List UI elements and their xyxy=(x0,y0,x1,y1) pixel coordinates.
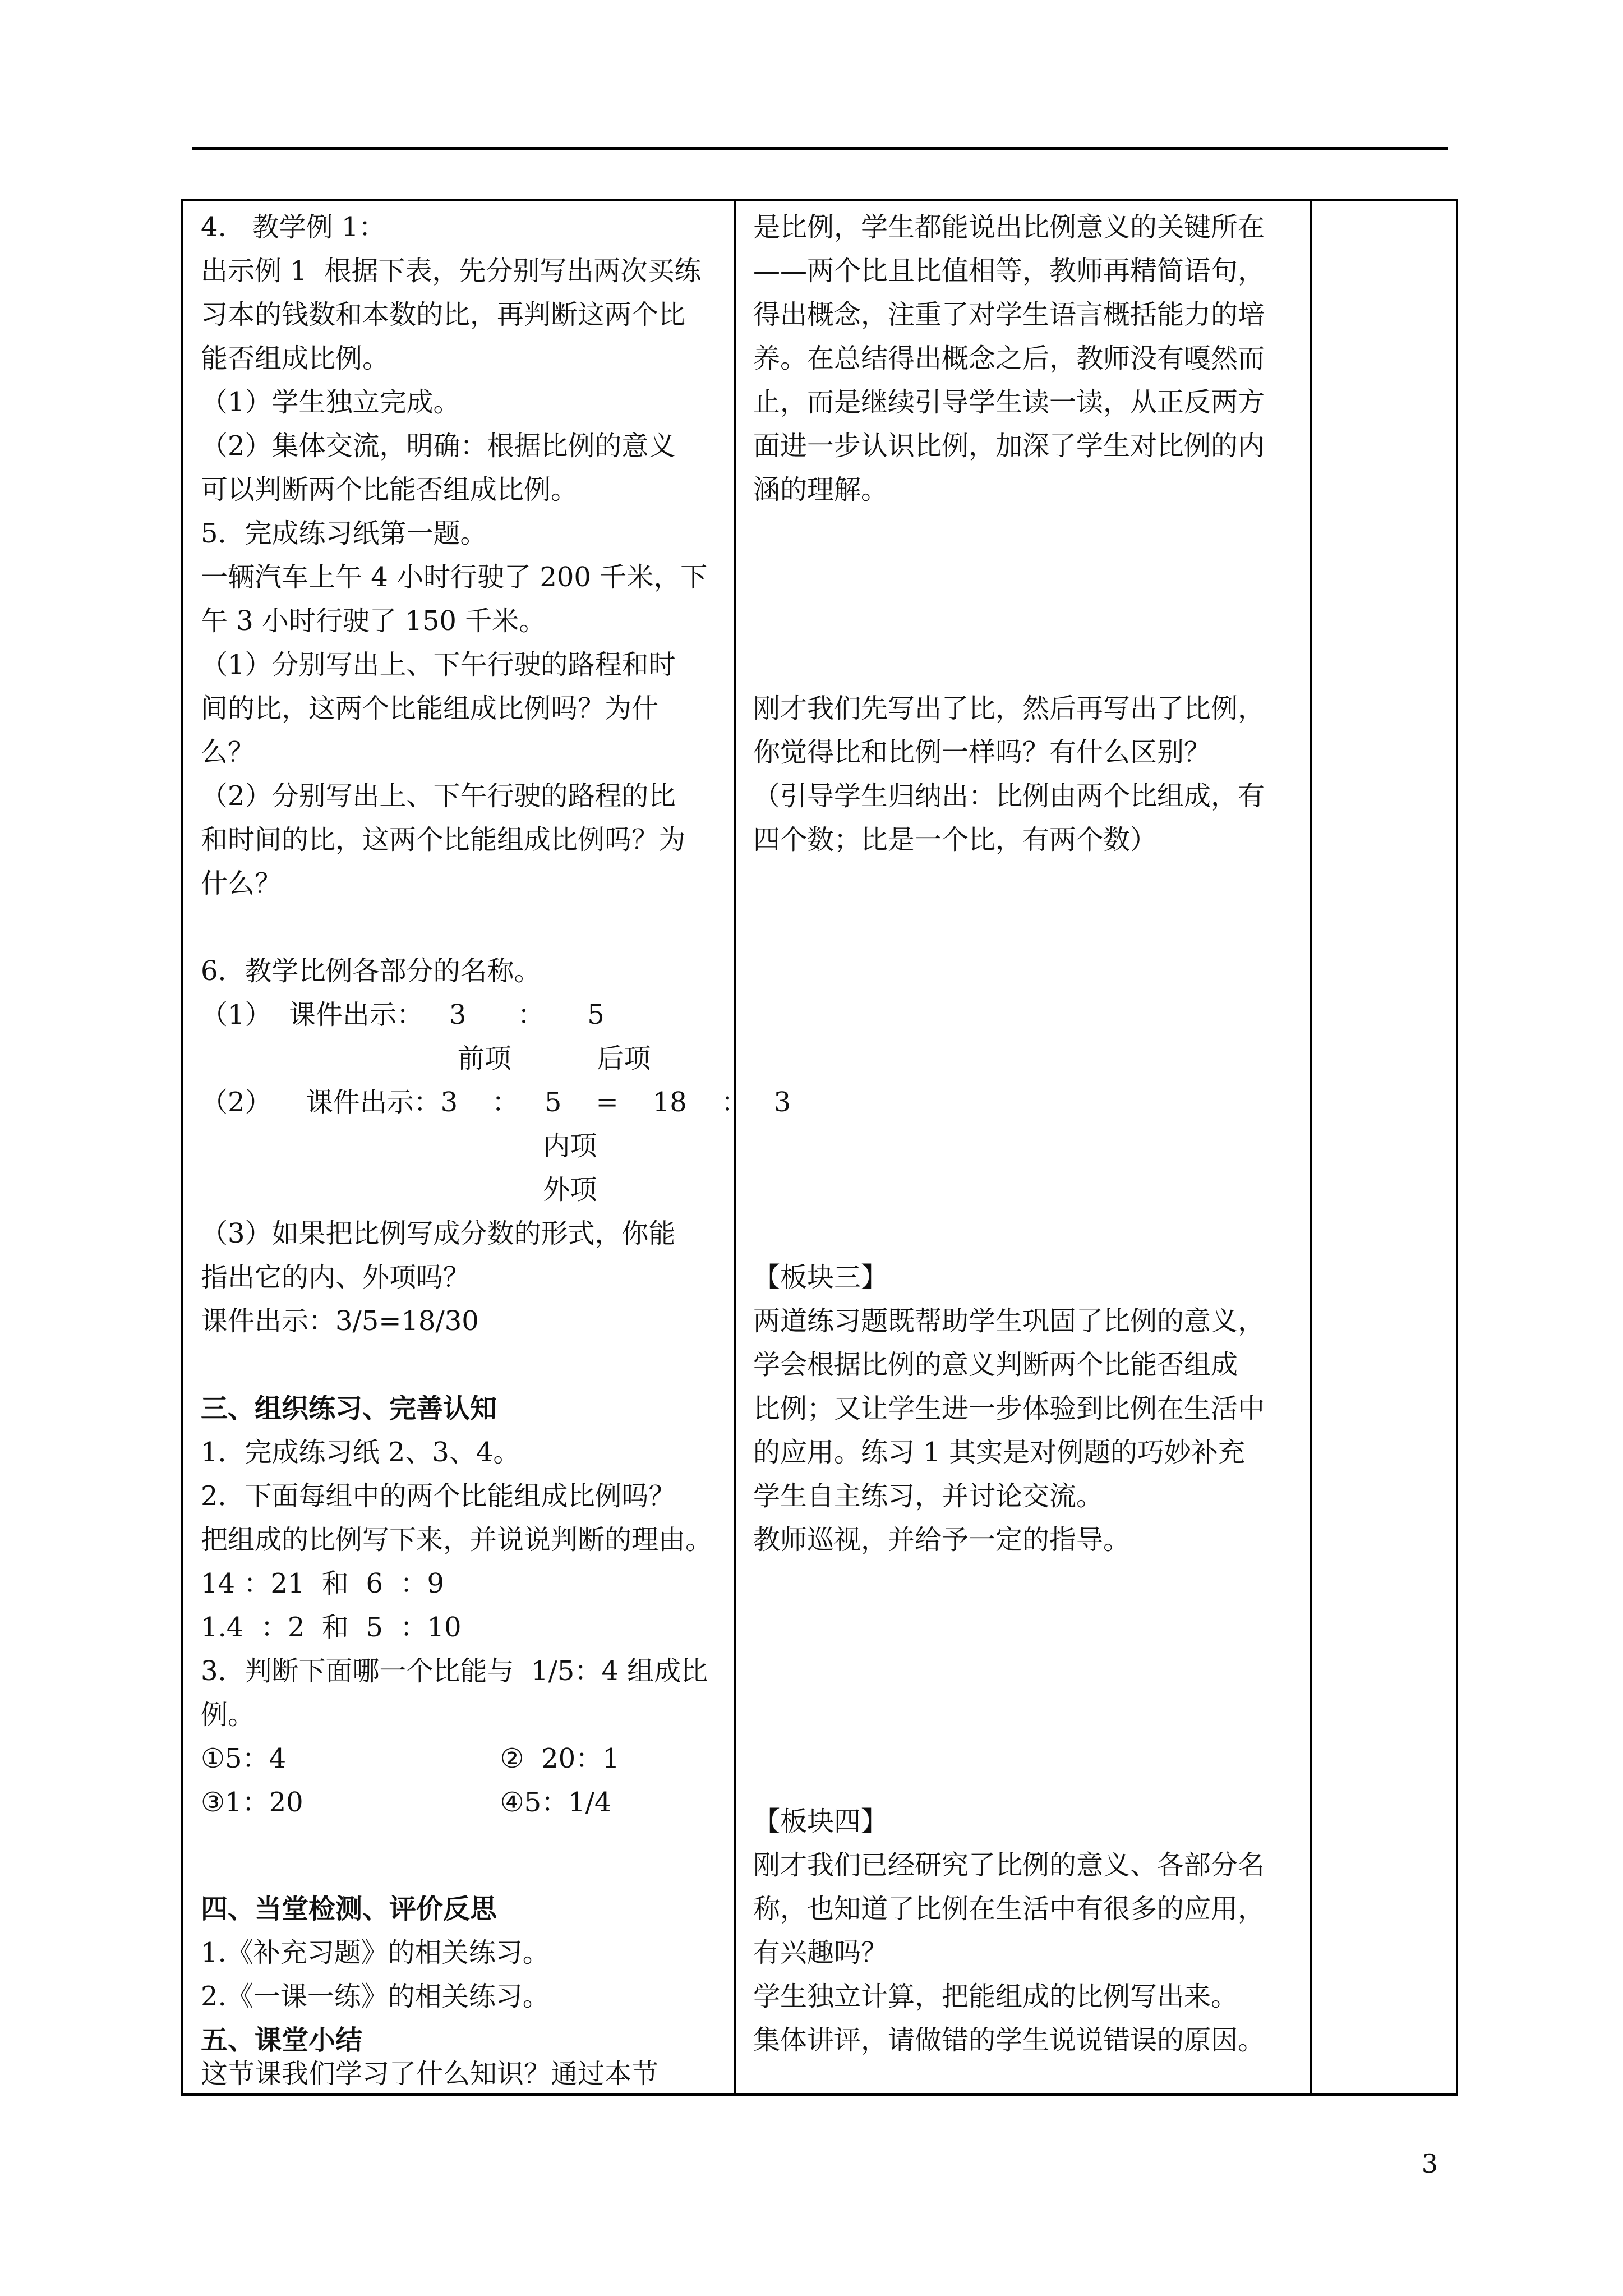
notes-column xyxy=(1312,201,1456,2093)
text-line: 能否组成比例。 xyxy=(201,343,390,374)
design-intent-column xyxy=(736,201,1312,2093)
text-line: （1）分别写出上、下午行驶的路程和时 xyxy=(201,649,676,680)
text-line: 指出它的内、外项吗？ xyxy=(201,1262,471,1293)
text-line: 把组成的比例写下来，并说说判断的理由。 xyxy=(201,1524,713,1556)
text-line: 一辆汽车上午 4 小时行驶了 200 千米，下 xyxy=(201,562,708,593)
text-line: （2）集体交流，明确：根据比例的意义 xyxy=(201,430,676,462)
text-line: 止，而是继续引导学生读一读，从正反两方 xyxy=(753,386,1265,418)
text-line: 间的比，这两个比能组成比例吗？为什 xyxy=(201,693,659,724)
text-line: ③1：20 ④5：1/4 xyxy=(201,1787,612,1818)
page-number: 3 xyxy=(1421,2148,1438,2179)
text-line: 的应用。练习 1 其实是对例题的巧妙补充 xyxy=(753,1437,1246,1468)
text-line: 课件出示：3/5=18/30 xyxy=(201,1305,479,1337)
text-line: 什么？ xyxy=(201,868,282,899)
text-line: 可以判断两个比能否组成比例。 xyxy=(201,474,578,505)
text-line: 称，也知道了比例在生活中有很多的应用， xyxy=(753,1893,1265,1925)
section-heading: 五、课堂小结 xyxy=(201,2024,363,2056)
text-line: 1.《补充习题》的相关练习。 xyxy=(201,1937,550,1968)
section-heading: 【板块四】 xyxy=(753,1806,888,1837)
text-line: （引导学生归纳出：比例由两个比组成，有 xyxy=(753,780,1265,812)
text-line: 学生自主练习，并讨论交流。 xyxy=(753,1480,1104,1512)
text-line: 前项 后项 xyxy=(201,1043,651,1074)
text-line: 1．完成练习纸 2、3、4。 xyxy=(201,1437,520,1468)
text-line: （1） 课件出示： 3 ： 5 xyxy=(201,999,605,1030)
text-line: ①5：4 ② 20：1 xyxy=(201,1743,620,1774)
text-line: 6．教学比例各部分的名称。 xyxy=(201,955,541,987)
text-line: ——两个比且比值相等，教师再精简语句， xyxy=(753,255,1265,287)
text-line: 4. 教学例 1： xyxy=(201,211,386,243)
text-line: （2） 课件出示：3 ： 5 = 18 ： 3 xyxy=(201,1087,791,1118)
header-rule xyxy=(192,147,1448,150)
text-line: 5．完成练习纸第一题。 xyxy=(201,518,487,549)
text-line: 刚才我们先写出了比，然后再写出了比例， xyxy=(753,693,1265,724)
text-line: 2.《一课一练》的相关练习。 xyxy=(201,1981,550,2012)
text-line: 集体讲评，请做错的学生说说错误的原因。 xyxy=(753,2024,1265,2056)
text-line: 么？ xyxy=(201,737,255,768)
text-line: 内项 xyxy=(201,1130,597,1162)
text-line: （2）分别写出上、下午行驶的路程的比 xyxy=(201,780,676,812)
text-line: 学生独立计算，把能组成的比例写出来。 xyxy=(753,1981,1238,2012)
text-line: 这节课我们学习了什么知识？通过本节 xyxy=(201,2058,659,2090)
text-line: 午 3 小时行驶了 150 千米。 xyxy=(201,605,546,637)
text-line: 四个数；比是一个比，有两个数） xyxy=(753,824,1158,855)
text-line: （1）学生独立完成。 xyxy=(201,386,460,418)
text-line: 养。在总结得出概念之后，教师没有嘎然而 xyxy=(753,343,1265,374)
teaching-process-column xyxy=(183,201,791,2093)
text-line: 刚才我们已经研究了比例的意义、各部分名 xyxy=(753,1849,1265,1881)
text-line: 1.4 ：2 和 5 ：10 xyxy=(201,1612,462,1643)
section-heading: 【板块三】 xyxy=(753,1262,888,1293)
text-line: 比例；又让学生进一步体验到比例在生活中 xyxy=(753,1393,1265,1424)
text-line: 有兴趣吗？ xyxy=(753,1937,888,1968)
text-line: 涵的理解。 xyxy=(753,474,888,505)
text-line: 习本的钱数和本数的比，再判断这两个比 xyxy=(201,299,686,330)
text-line: 2．下面每组中的两个比能组成比例吗？ xyxy=(201,1480,676,1512)
section-heading: 四、当堂检测、评价反思 xyxy=(201,1893,497,1925)
lesson-plan-table xyxy=(181,199,1458,2096)
text-line: 学会根据比例的意义判断两个比能否组成 xyxy=(753,1349,1238,1381)
text-line: 14 ：21 和 6 ：9 xyxy=(201,1568,445,1599)
text-line: 教师巡视，并给予一定的指导。 xyxy=(753,1524,1131,1556)
text-line: 外项 xyxy=(201,1174,597,1205)
text-line: 例。 xyxy=(201,1699,255,1731)
text-line: （3）如果把比例写成分数的形式，你能 xyxy=(201,1218,676,1249)
text-line: 出示例 1 根据下表，先分别写出两次买练 xyxy=(201,255,702,287)
text-line: 两道练习题既帮助学生巩固了比例的意义， xyxy=(753,1305,1265,1337)
text-line: 3．判断下面哪一个比能与 1/5：4 组成比 xyxy=(201,1655,708,1687)
text-line: 是比例，学生都能说出比例意义的关键所在 xyxy=(753,211,1265,243)
text-line: 面进一步认识比例，加深了学生对比例的内 xyxy=(753,430,1265,462)
text-line: 你觉得比和比例一样吗？有什么区别？ xyxy=(753,737,1211,768)
section-heading: 三、组织练习、完善认知 xyxy=(201,1393,497,1424)
text-line: 得出概念，注重了对学生语言概括能力的培 xyxy=(753,299,1265,330)
text-line: 和时间的比，这两个比能组成比例吗？为 xyxy=(201,824,686,855)
